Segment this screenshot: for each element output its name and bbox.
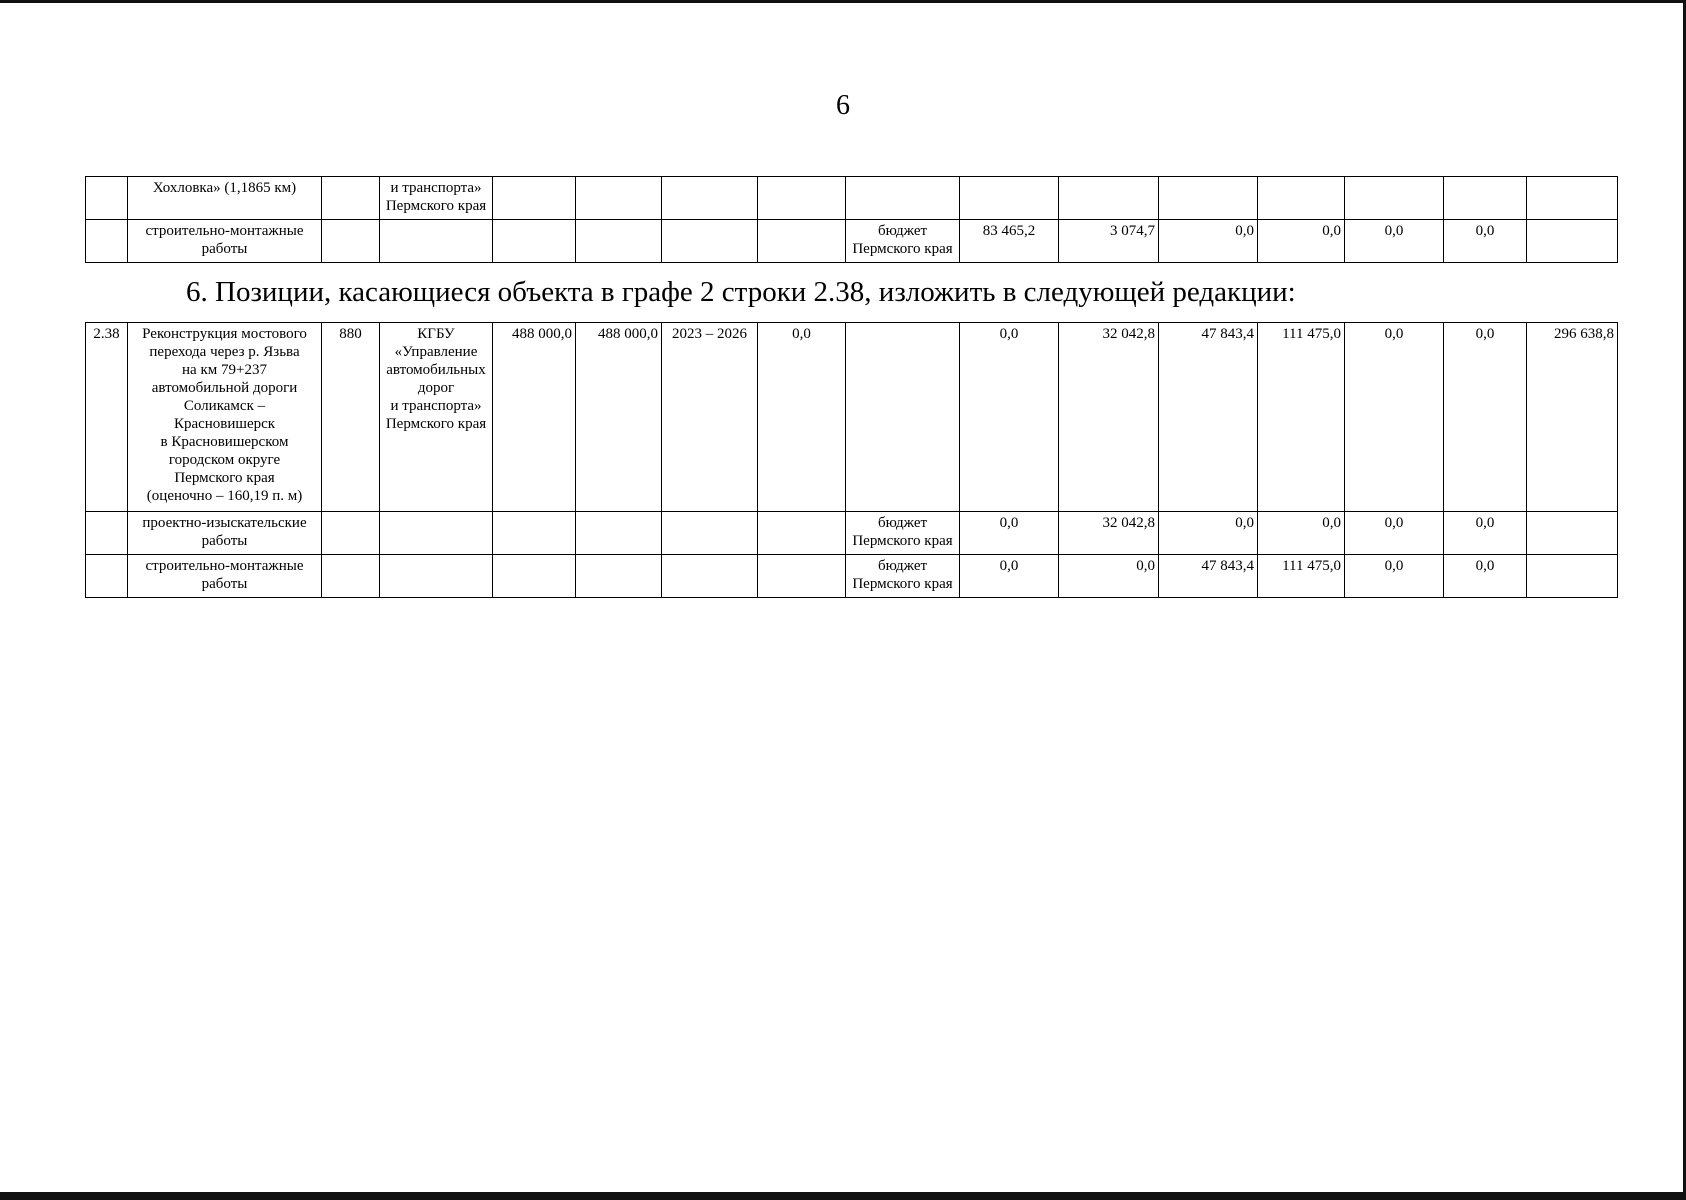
table-cell: 2023 – 2026 (662, 323, 758, 512)
table-cell (380, 512, 493, 555)
page-number: 6 (836, 90, 850, 121)
table-cell (758, 555, 846, 598)
table-cell (576, 177, 662, 220)
table-cell: 32 042,8 (1059, 323, 1159, 512)
table-cell (1527, 177, 1618, 220)
table-cell: 488 000,0 (493, 323, 576, 512)
table-cell: 0,0 (1345, 323, 1444, 512)
table-cell (86, 512, 128, 555)
table-cell (1059, 177, 1159, 220)
table-cell: 0,0 (1444, 512, 1527, 555)
table-cell (758, 177, 846, 220)
table-cell: 3 074,7 (1059, 220, 1159, 263)
table-cell: 296 638,8 (1527, 323, 1618, 512)
table-cell: 0,0 (1059, 555, 1159, 598)
table-cell (322, 555, 380, 598)
table-cell: 0,0 (1258, 512, 1345, 555)
table-cell: 47 843,4 (1159, 323, 1258, 512)
table-cell (576, 220, 662, 263)
table-cell: бюджет Пермского края (846, 512, 960, 555)
table-cell (662, 555, 758, 598)
table-cell: 0,0 (1444, 555, 1527, 598)
table-cell: 32 042,8 (1059, 512, 1159, 555)
table-cell: 111 475,0 (1258, 555, 1345, 598)
table-cell: 2.38 (86, 323, 128, 512)
table-cell: 0,0 (960, 512, 1059, 555)
table-cell (1159, 177, 1258, 220)
table-cell (1527, 555, 1618, 598)
section-heading: 6. Позиции, касающиеся объекта в графе 2 строки 2.38, изложить в следующей редакции: (186, 276, 1296, 308)
table-cell: бюджет Пермского края (846, 220, 960, 263)
table-cell (86, 220, 128, 263)
table-cell (86, 555, 128, 598)
table-cell: 0,0 (1345, 555, 1444, 598)
table-row (86, 555, 1618, 598)
table-cell: 83 465,2 (960, 220, 1059, 263)
table-cell: 0,0 (1159, 512, 1258, 555)
budget-table-continued (85, 176, 1618, 263)
table-cell: КГБУ «Управление автомобильных дорог и транспорта» Пермского края (380, 323, 493, 512)
table-cell (493, 177, 576, 220)
budget-table-item-2-38 (85, 322, 1618, 598)
table-cell: бюджет Пермского края (846, 555, 960, 598)
table-cell (758, 220, 846, 263)
table-cell: строительно-монтажные работы (128, 220, 322, 263)
table-cell (1527, 512, 1618, 555)
table-cell: строительно-монтажные работы (128, 555, 322, 598)
table-cell: 880 (322, 323, 380, 512)
table-cell (380, 555, 493, 598)
table-cell (662, 512, 758, 555)
table-cell: 0,0 (960, 555, 1059, 598)
table-cell (1444, 177, 1527, 220)
table-cell (1258, 177, 1345, 220)
table-cell (322, 177, 380, 220)
table-cell (576, 512, 662, 555)
scan-border-top (0, 0, 1686, 3)
table-cell: 0,0 (758, 323, 846, 512)
table-cell (662, 220, 758, 263)
scan-border-bottom (0, 1192, 1686, 1200)
table-cell: 0,0 (1444, 323, 1527, 512)
table-cell: и транспорта» Пермского края (380, 177, 493, 220)
table-row (86, 177, 1618, 220)
table-cell (1527, 220, 1618, 263)
table-cell (662, 177, 758, 220)
table-cell (493, 555, 576, 598)
table-cell (846, 177, 960, 220)
table-cell: Хохловка» (1,1865 км) (128, 177, 322, 220)
table-cell (846, 323, 960, 512)
table-cell: 0,0 (1345, 220, 1444, 263)
table-row (86, 220, 1618, 263)
table-cell: Реконструкция мостового перехода через р. Язьва на км 79+237 автомобильной дороги Соликамск – Красновишерск в Красновишерском городском округе Пермского края (оценочно – 160,19 п. м) (128, 323, 322, 512)
table-cell (493, 220, 576, 263)
table-cell: 0,0 (1345, 512, 1444, 555)
table-cell (1345, 177, 1444, 220)
table-cell (758, 512, 846, 555)
table-cell: 0,0 (1444, 220, 1527, 263)
table-row (86, 512, 1618, 555)
table-cell: 0,0 (960, 323, 1059, 512)
table-cell (576, 555, 662, 598)
table-cell (86, 177, 128, 220)
table-cell (322, 512, 380, 555)
table-cell: 0,0 (1258, 220, 1345, 263)
table-cell: 47 843,4 (1159, 555, 1258, 598)
table-cell: проектно-изыскательские работы (128, 512, 322, 555)
table-cell (493, 512, 576, 555)
table-cell: 0,0 (1159, 220, 1258, 263)
table-cell: 488 000,0 (576, 323, 662, 512)
table-cell: 111 475,0 (1258, 323, 1345, 512)
table-row (86, 323, 1618, 512)
table-cell (322, 220, 380, 263)
table-cell (960, 177, 1059, 220)
table-cell (380, 220, 493, 263)
